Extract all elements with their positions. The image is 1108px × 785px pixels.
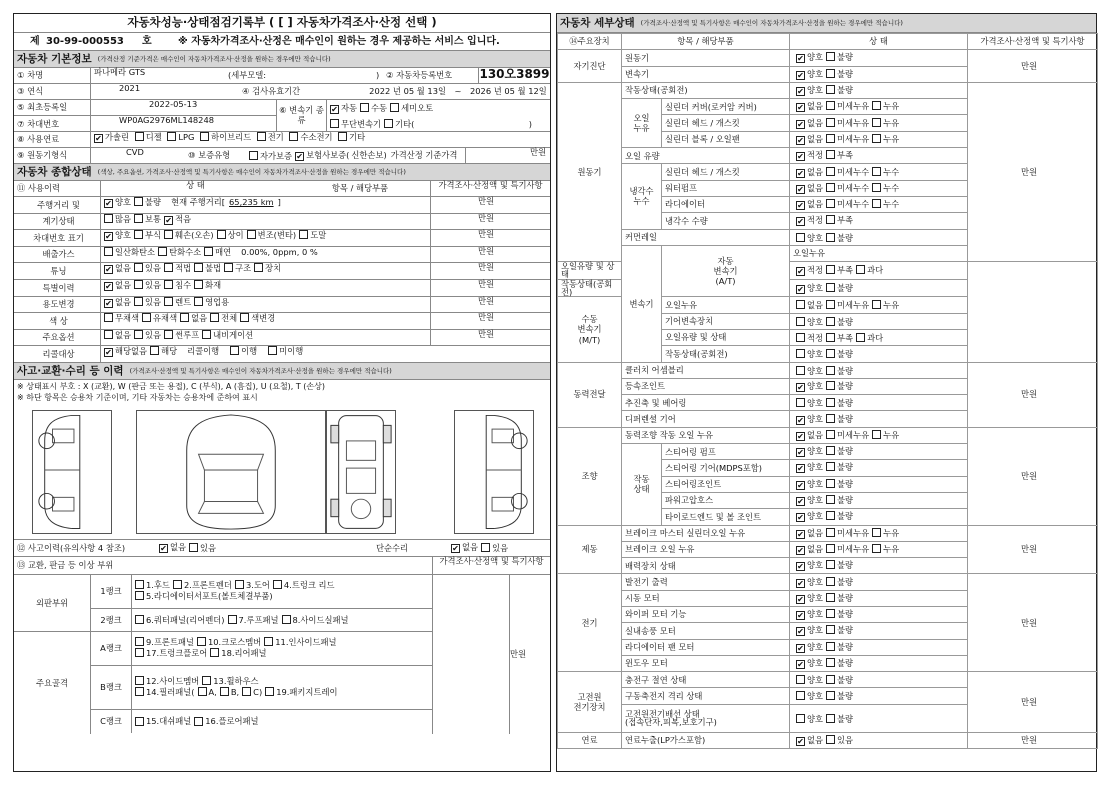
state-options <box>790 558 968 574</box>
detail-row: 오일유량 및 상태 적정 부족 과다 <box>558 329 1098 345</box>
detail-row: 라디에이터 ✔ 없음 미세누수 누수 <box>558 196 1098 212</box>
state-option-checkbox[interactable]: 누유 <box>869 544 899 554</box>
detail-row: 구동축전지 격리 상태 양호 불량 <box>558 688 1098 704</box>
state-option-checkbox[interactable]: ✔ 없음 <box>793 134 823 144</box>
state-options <box>790 66 968 82</box>
state-option-checkbox[interactable]: ✔ 없음 <box>793 430 823 440</box>
state-option-checkbox[interactable]: 누유 <box>869 528 899 538</box>
state-option-checkbox[interactable]: ✔ 적정 <box>793 265 823 275</box>
detail-row: 냉각수 수량 ✔ 적정 부족 <box>558 213 1098 229</box>
trans-auto-checkbox[interactable]: ✔자동 <box>327 102 357 114</box>
left-panel <box>13 13 551 772</box>
state-option-checkbox[interactable]: 양호 <box>793 675 823 685</box>
state-option-checkbox[interactable]: 불량 <box>823 479 853 489</box>
state-options <box>790 639 968 655</box>
state-option-checkbox[interactable]: 부족 <box>823 150 853 160</box>
state-option-checkbox[interactable]: 미세누수 <box>823 183 869 193</box>
state-option-checkbox[interactable]: 변조(변타) <box>244 230 297 240</box>
state-options <box>790 82 968 98</box>
basic-info-header: 자동차 기본정보 (가격산정 기준가격은 매수인이 자동차가격조사·산정을 원하는 경우에만 적습니다) <box>14 51 550 68</box>
detail-row: 전기 발전기 출력 ✔ 양호 불량 만원 <box>558 574 1098 590</box>
state-options <box>790 279 968 297</box>
state-options <box>790 623 968 639</box>
general-row: 계기상태 많음 보통✔ 적음 만원 <box>14 214 550 231</box>
general-row: 특별이력 ✔ 없음 있음 침수 화재 만원 <box>14 280 550 297</box>
state-option-checkbox[interactable]: 불량 <box>823 52 853 62</box>
detail-row: 브레이크 오일 누유 ✔ 없음 미세누유 누유 <box>558 541 1098 557</box>
car-name-row: ① 차명 파나메라 GTS (세부모델: ) ② 자동차등록번호 130오3899 <box>14 68 550 84</box>
state-option-checkbox[interactable]: 탄화수소 <box>155 247 201 257</box>
state-option-checkbox[interactable]: 미세누유 <box>823 101 869 111</box>
state-option-checkbox[interactable]: ✔ 양호 <box>793 642 823 652</box>
accident-none-checkbox[interactable]: ✔ 없음 <box>156 543 186 553</box>
detail-row: 조향 동력조향 작동 오일 누유 ✔ 없음 미세누유 누유 만원 <box>558 427 1098 443</box>
state-option-checkbox[interactable]: ✔ 양호 <box>793 446 823 456</box>
state-options <box>790 411 968 427</box>
detail-row: 디퍼렌셜 기어 ✔ 양호 불량 <box>558 411 1098 427</box>
state-option-checkbox[interactable]: 무채색 <box>101 313 139 323</box>
state-option-checkbox[interactable]: ✔ 없음 <box>793 183 823 193</box>
state-option-checkbox[interactable]: 불량 <box>823 462 853 472</box>
first-reg-block: ⑤ 최초등록일 2022-05-13 ⑦ 차대번호 WP0AG2976ML148248 ⑥ 변속기 종류 ✔자동 수동 세미오토 무단변속기 기타( ) <box>14 100 550 132</box>
state-option-checkbox[interactable]: 썬루프 <box>161 330 199 340</box>
doc-number: 30-99-000553 <box>46 35 124 47</box>
state-options <box>790 704 968 732</box>
simple-repair-none-checkbox[interactable]: ✔ 없음 <box>448 543 478 553</box>
state-option-checkbox[interactable]: 누수 <box>869 183 899 193</box>
state-option-checkbox[interactable]: 침수 <box>161 280 191 290</box>
simple-repair-yes-checkbox[interactable]: 있음 <box>478 543 508 552</box>
state-option-checkbox[interactable]: 없음 <box>793 300 823 310</box>
state-options <box>790 378 968 394</box>
state-option-checkbox[interactable]: ✔ 양호 <box>793 69 823 79</box>
detail-row: 제동 브레이크 마스터 실린더오일 누유 ✔ 없음 미세누유 누유 만원 <box>558 525 1098 541</box>
state-option-checkbox[interactable]: 구조 <box>221 263 251 273</box>
general-row: 리콜대상 ✔ 해당없음 해당 리콜이행 이행 미이행 <box>14 346 550 363</box>
warranty-company: 신한손보 <box>351 150 384 161</box>
fuel-hybrid-checkbox[interactable]: 하이브리드 <box>197 132 251 142</box>
detail-row: 추진축 및 베어링 양호 불량 <box>558 395 1098 411</box>
state-option-checkbox[interactable]: 불량 <box>823 625 853 635</box>
state-options <box>790 444 968 460</box>
state-options <box>790 732 968 748</box>
state-options <box>790 655 968 671</box>
state-option-checkbox[interactable]: ✔ 양호 <box>793 609 823 619</box>
detail-row: 시동 모터 ✔ 양호 불량 <box>558 590 1098 606</box>
state-option-checkbox[interactable]: ✔ 해당없음 <box>101 346 147 356</box>
state-options <box>790 525 968 541</box>
state-option-checkbox[interactable]: 적정 <box>793 333 823 343</box>
detail-row: 연료 연료누출(LP가스포함) ✔ 없음 있음 만원 <box>558 732 1098 748</box>
state-option-checkbox[interactable]: 누유 <box>869 134 899 144</box>
state-option-checkbox[interactable]: ✔ 양호 <box>793 52 823 62</box>
state-options <box>790 148 968 164</box>
detail-row: 기어변속장치 양호 불량 <box>558 313 1098 329</box>
detail-row: 작동상태(공회전) 양호 불량 <box>558 346 1098 362</box>
car-name: 파나메라 GTS <box>90 68 228 83</box>
state-options <box>790 509 968 525</box>
trans-cvt-checkbox[interactable]: 무단변속기 <box>327 118 381 130</box>
detail-row: 와이퍼 모터 기능 ✔ 양호 불량 <box>558 606 1098 622</box>
state-options <box>790 606 968 622</box>
state-options <box>790 50 968 66</box>
state-options <box>790 131 968 147</box>
state-option-checkbox[interactable]: 불량 <box>823 691 853 701</box>
state-option-checkbox[interactable]: 미세누유 <box>823 118 869 128</box>
state-option-checkbox[interactable]: 양호 <box>793 714 823 724</box>
parts-block: 외판부위 1랭크 1.후드 2.프론트펜더 3.도어 4.트렁크 리드 5.라디에이터서포트(볼트체결부품) 2랭크 6.쿼터패널(리어펜더) 7.루프패널 8.사이드실패널 주요골격 A랭크 9.프론트패널 10.크로스멤버 11.인사이드패널 17.트렁크플로어 18.리어패널 B랭크 12.사이드멤버 13.휠하우스 14.필러패널( A, B, C) 19.패키지트레이 C랭크 15.대쉬패널 16.플로어패널 만원 <box>14 575 550 734</box>
detail-row: 스티어링 기어(MDPS포함) ✔ 양호 불량 <box>558 460 1098 476</box>
state-option-checkbox[interactable]: 훼손(오손) <box>161 230 214 240</box>
state-option-checkbox[interactable]: 보통 <box>131 214 161 224</box>
detail-table <box>557 33 1098 749</box>
fuel-electric-checkbox[interactable]: 전기 <box>254 132 284 142</box>
q13-row: ⑬ 교환, 판금 등 이상 부위 가격조사·산정액 및 특기사항 <box>14 557 550 575</box>
state-option-checkbox[interactable]: ✔ 적음 <box>161 214 191 224</box>
state-option-checkbox[interactable]: 불량 <box>823 414 853 424</box>
state-options <box>790 262 968 280</box>
state-option-checkbox[interactable]: ✔ 없음 <box>101 263 131 273</box>
state-option-checkbox[interactable]: ✔ 없음 <box>793 735 823 745</box>
state-option-checkbox[interactable]: 불량 <box>823 85 853 95</box>
state-options <box>790 297 968 313</box>
state-option-checkbox[interactable]: 불량 <box>823 446 853 456</box>
state-option-checkbox[interactable]: 부족 <box>823 333 853 343</box>
state-option-checkbox[interactable]: 누유 <box>869 118 899 128</box>
detail-row: 실내송풍 모터 ✔ 양호 불량 <box>558 623 1098 639</box>
state-option-checkbox[interactable]: ✔ 양호 <box>101 197 131 207</box>
detail-row: 고전원전기배선 상태 (접속단자,피복,보호기구) 양호 불량 <box>558 704 1098 732</box>
detail-columns: ⑭주요장치 항목 / 해당부품 상 태 가격조사·산정액 및 특기사항 <box>558 34 1098 50</box>
state-options <box>790 362 968 378</box>
state-option-checkbox[interactable]: 불량 <box>823 560 853 570</box>
general-row: 용도변경 ✔ 없음 있음 렌트 영업용 만원 <box>14 297 550 314</box>
motor-row: ⑨ 원동기형식 CVD ⑩ 보증유형 자가보증 ✔ 보험사보증( 신한손보 ) 가격산정 기준가격 만원 <box>14 148 550 164</box>
state-option-checkbox[interactable]: ✔ 없음 <box>793 118 823 128</box>
state-option-checkbox[interactable]: ✔ 없음 <box>793 528 823 538</box>
state-option-checkbox[interactable]: 불량 <box>823 658 853 668</box>
detail-row: 냉각수 누수 실린더 헤드 / 개스킷 ✔ 없음 미세누수 누수 <box>558 164 1098 180</box>
car-left-side-diagram[interactable] <box>32 410 112 534</box>
state-option-checkbox[interactable]: 불량 <box>823 495 853 505</box>
state-options <box>790 115 968 131</box>
state-option-checkbox[interactable]: 미세누유 <box>823 544 869 554</box>
state-option-checkbox[interactable]: 있음 <box>131 263 161 273</box>
state-options <box>790 541 968 557</box>
state-option-checkbox[interactable]: ✔ 적정 <box>793 150 823 160</box>
state-option-checkbox[interactable]: 해당 <box>147 346 177 356</box>
state-option-checkbox[interactable]: ✔ 없음 <box>101 280 131 290</box>
state-option-checkbox[interactable]: 장치 <box>251 263 281 273</box>
car-diagrams <box>14 404 550 540</box>
detail-row: 타이로드엔드 및 볼 조인트 ✔ 양호 불량 <box>558 509 1098 525</box>
state-option-checkbox[interactable]: 내비게이션 <box>199 330 253 340</box>
state-option-checkbox[interactable]: 불량 <box>131 197 161 207</box>
state-option-checkbox[interactable]: ✔ 없음 <box>793 101 823 111</box>
fuel-diesel-checkbox[interactable]: 디젤 <box>132 132 162 142</box>
state-options <box>790 672 968 688</box>
state-option-checkbox[interactable]: 불량 <box>823 366 853 376</box>
state-option-checkbox[interactable]: 불량 <box>823 233 853 243</box>
state-option-checkbox[interactable]: 적법 <box>161 263 191 273</box>
state-option-checkbox[interactable]: 미세누수 <box>823 167 869 177</box>
odometer-value: 65,235 km <box>229 197 274 207</box>
year: 2021 <box>90 84 228 99</box>
warranty-insurance-checkbox[interactable]: ✔ 보험사보증( <box>292 151 349 161</box>
state-option-checkbox[interactable]: ✔ 양호 <box>793 414 823 424</box>
state-option-checkbox[interactable]: ✔ 없음 <box>793 167 823 177</box>
detail-row: 수동 변속기 (M/T) 오일누유 없음 미세누유 누유 <box>558 297 1098 313</box>
accident-yes-checkbox[interactable]: 있음 <box>186 543 336 552</box>
state-options <box>790 395 968 411</box>
general-row: 차대번호 표기 ✔ 양호 부식 훼손(오손) 상이 변조(변타) 도말 만원 <box>14 230 550 247</box>
motor-type: CVD <box>90 148 188 163</box>
detail-row: 배력장치 상태 ✔ 양호 불량 <box>558 558 1098 574</box>
state-option-checkbox[interactable]: ✔ 없음 <box>793 199 823 209</box>
state-option-checkbox[interactable]: ✔ 양호 <box>793 495 823 505</box>
accident-header: 사고·교환·수리 등 이력 (가격조사·산정액 및 특기사항은 매수인이 자동차가격조사·산정을 원하는 경우에만 적습니다) <box>14 363 550 380</box>
state-options <box>790 99 968 115</box>
state-options <box>790 460 968 476</box>
state-option-checkbox[interactable]: ✔ 양호 <box>793 625 823 635</box>
general-row: 배출가스 일산화탄소 탄화수소 매연 0.00%, 0ppm, 0 % 만원 <box>14 247 550 264</box>
state-option-checkbox[interactable]: 불량 <box>823 511 853 521</box>
state-option-checkbox[interactable]: 있음 <box>131 330 161 340</box>
car-right-side-diagram[interactable] <box>454 410 534 534</box>
valid-to: 2026 년 05 월 12일 <box>470 86 547 97</box>
state-option-checkbox[interactable]: 영업용 <box>191 297 229 307</box>
state-option-checkbox[interactable]: 많음 <box>101 214 131 224</box>
state-option-checkbox[interactable]: 불량 <box>823 349 853 359</box>
general-rows <box>14 197 550 363</box>
state-option-checkbox[interactable]: 부식 <box>131 230 161 240</box>
state-options <box>790 574 968 590</box>
detail-header: 자동차 세부상태 (가격조사·산정액 및 특기사항은 매수인이 자동차가격조사·산정을 원하는 경우에만 적습니다) <box>557 14 1096 33</box>
state-option-checkbox[interactable]: 있음 <box>823 735 853 745</box>
fuel-lpg-checkbox[interactable]: LPG <box>164 132 194 142</box>
state-option-checkbox[interactable]: 양호 <box>793 349 823 359</box>
recall-option-checkbox[interactable]: 미이행 <box>265 346 303 356</box>
state-options <box>790 688 968 704</box>
general-row: 색 상 무채색 유채색 없음 전체 색변경 만원 <box>14 313 550 330</box>
first-reg-date: 2022-05-13 <box>90 100 276 115</box>
state-option-checkbox[interactable]: 불량 <box>823 69 853 79</box>
fuel-hydrogen-checkbox[interactable]: 수소전기 <box>286 132 332 142</box>
fuel-row: ⑧ 사용연료 ✔ 가솔린 디젤 LPG 하이브리드 전기 수소전기 기타 <box>14 132 550 148</box>
state-options <box>790 164 968 180</box>
state-options <box>790 427 968 443</box>
state-option-checkbox[interactable]: 양호 <box>793 317 823 327</box>
detail-row: 파워고압호스 ✔ 양호 불량 <box>558 492 1098 508</box>
accident-history-row: ⑫ 사고이력(유의사항 4 참조) ✔ 없음 있음 단순수리 ✔ 없음 있음 <box>14 540 550 557</box>
detail-row: 실린더 블록 / 오일팬 ✔ 없음 미세누유 누유 <box>558 131 1098 147</box>
state-option-checkbox[interactable]: 상이 <box>214 230 244 240</box>
state-option-checkbox[interactable]: ✔ 양호 <box>793 511 823 521</box>
state-option-checkbox[interactable]: 미세누유 <box>823 134 869 144</box>
state-option-checkbox[interactable]: 불량 <box>823 593 853 603</box>
state-option-checkbox[interactable]: 누수 <box>869 199 899 209</box>
state-option-checkbox[interactable]: 매연 <box>201 247 231 257</box>
state-option-checkbox[interactable]: ✔ 적정 <box>793 215 823 225</box>
trans-semiauto-checkbox[interactable]: 세미오토 <box>387 102 433 114</box>
general-row: 튜닝 ✔ 없음 있음 적법 불법 구조 장치 만원 <box>14 263 550 280</box>
car-frame-diagram[interactable] <box>326 410 396 534</box>
recall-option-checkbox[interactable]: 이행 <box>227 346 257 356</box>
general-state-header: 자동차 종합상태 (색상, 주요옵션, 가격조사·산정액 및 특기사항은 매수인이 자동차가격조사·산정을 원하는 경우에만 적습니다) <box>14 164 550 181</box>
state-option-checkbox[interactable]: ✔ 양호 <box>793 85 823 95</box>
state-option-checkbox[interactable]: 불량 <box>823 577 853 587</box>
state-option-checkbox[interactable]: 유채색 <box>139 313 177 323</box>
state-option-checkbox[interactable]: 미세누유 <box>823 528 869 538</box>
general-row: 주행거리 및 ✔ 양호 불량 현재 주행거리[ 65,235 km ] 만원 <box>14 197 550 214</box>
trans-other-checkbox[interactable]: 기타( <box>381 118 414 130</box>
state-option-checkbox[interactable]: 미세누수 <box>823 199 869 209</box>
state-options <box>790 313 968 329</box>
state-option-checkbox[interactable]: 누유 <box>869 300 899 310</box>
state-option-checkbox[interactable]: 불량 <box>823 675 853 685</box>
state-option-checkbox[interactable]: 양호 <box>793 233 823 243</box>
detail-row: 라디에이터 팬 모터 ✔ 양호 불량 <box>558 639 1098 655</box>
state-option-checkbox[interactable]: ✔ 없음 <box>793 544 823 554</box>
state-options <box>790 476 968 492</box>
general-columns: ⑪ 사용이력 상 태 항목 / 해당부품 가격조사·산정액 및 특기사항 <box>14 181 550 197</box>
notice: ※ 자동차가격조사·산정은 매수인이 원하는 경우 제공하는 서비스 입니다. <box>178 35 500 47</box>
detail-row: 워터펌프 ✔ 없음 미세누수 누수 <box>558 180 1098 196</box>
reg-number: 130오3899 <box>479 67 550 81</box>
state-option-checkbox[interactable]: 양호 <box>793 691 823 701</box>
state-option-checkbox[interactable]: 부족 <box>823 265 853 275</box>
state-options <box>790 346 968 362</box>
detail-row: 작동상태(공회전) ✔ 양호 불량 <box>558 279 1098 297</box>
detail-row: 오일유량 및 상태 ✔ 적정 부족 과다 <box>558 262 1098 280</box>
accident-legend: ※ 상태표시 부호 : X (교환), W (판금 또는 용접), C (부식), A (흠집), U (요철), T (손상) ※ 하단 항목은 승용차 기준이며, 기타 자동차는 승용차에 준하여 표시 <box>17 381 326 402</box>
doc-number-row: 제 30-99-000553 호 ※ 자동차가격조사·산정은 매수인이 원하는 경우 제공하는 서비스 입니다. <box>14 33 550 51</box>
detail-row: 윈도우 모터 ✔ 양호 불량 <box>558 655 1098 671</box>
state-option-checkbox[interactable]: 불량 <box>823 714 853 724</box>
state-option-checkbox[interactable]: ✔ 양호 <box>793 593 823 603</box>
vin: WP0AG2976ML148248 <box>90 116 276 132</box>
trans-manual-checkbox[interactable]: 수동 <box>357 102 387 114</box>
state-option-checkbox[interactable]: 없음 <box>177 313 207 323</box>
fuel-other-checkbox[interactable]: 기타 <box>335 132 365 142</box>
detail-row: 변속기 자동 변속기 (A/T) 오일누유 <box>558 245 1098 261</box>
detail-row: 변속기 ✔ 양호 불량 <box>558 66 1098 82</box>
detail-row: 자기진단 원동기 ✔ 양호 불량 만원 <box>558 50 1098 66</box>
detail-row: 고전원 전기장치 충전구 절연 상태 양호 불량 만원 <box>558 672 1098 688</box>
state-options <box>790 229 968 245</box>
detail-row: 실린더 헤드 / 개스킷 ✔ 없음 미세누유 누유 <box>558 115 1098 131</box>
right-panel <box>556 13 1097 772</box>
state-option-checkbox[interactable]: ✔ 양호 <box>793 381 823 391</box>
state-option-checkbox[interactable]: ✔ 양호 <box>793 479 823 489</box>
state-option-checkbox[interactable]: 누유 <box>869 101 899 111</box>
state-option-checkbox[interactable]: 불법 <box>191 263 221 273</box>
general-row: 주요옵션 없음 있음 썬루프 내비게이션 만원 <box>14 330 550 347</box>
state-option-checkbox[interactable]: 불량 <box>823 381 853 391</box>
state-options <box>790 590 968 606</box>
state-option-checkbox[interactable]: ✔ 양호 <box>101 230 131 240</box>
state-option-checkbox[interactable]: 미세누유 <box>823 430 869 440</box>
state-option-checkbox[interactable]: ✔ 양호 <box>793 560 823 570</box>
state-option-checkbox[interactable]: ✔ 양호 <box>793 658 823 668</box>
state-options <box>790 329 968 345</box>
state-option-checkbox[interactable]: 있음 <box>131 280 161 290</box>
state-option-checkbox[interactable]: 색변경 <box>237 313 275 323</box>
state-option-checkbox[interactable]: 불량 <box>823 642 853 652</box>
state-option-checkbox[interactable]: 과다 <box>853 265 883 275</box>
state-option-checkbox[interactable]: 렌트 <box>161 297 191 307</box>
state-option-checkbox[interactable]: 불량 <box>823 609 853 619</box>
state-option-checkbox[interactable]: 화재 <box>191 280 221 290</box>
state-option-checkbox[interactable]: 불량 <box>823 317 853 327</box>
detail-row: 오일 유량 ✔ 적정 부족 <box>558 148 1098 164</box>
form-title: 자동차성능·상태점검기록부 ( [ ] 자동차가격조사·산정 선택 ) <box>14 14 550 33</box>
warranty-self-checkbox[interactable]: 자가보증 <box>246 151 292 160</box>
detail-row: 동력전달 클러치 어셈블리 양호 불량 만원 <box>558 362 1098 378</box>
state-option-checkbox[interactable]: 있음 <box>131 297 161 307</box>
detail-row: 작동 상태 스티어링 펌프 ✔ 양호 불량 <box>558 444 1098 460</box>
state-option-checkbox[interactable]: 불량 <box>823 283 853 293</box>
state-option-checkbox[interactable]: 도말 <box>296 230 326 240</box>
state-option-checkbox[interactable]: 없음 <box>101 330 131 340</box>
detail-row: 커먼레일 양호 불량 <box>558 229 1098 245</box>
state-option-checkbox[interactable]: 전체 <box>207 313 237 323</box>
fuel-gasoline-checkbox[interactable]: ✔ 가솔린 <box>91 132 129 142</box>
state-option-checkbox[interactable]: 과다 <box>853 333 883 343</box>
state-option-checkbox[interactable]: ✔ 없음 <box>101 297 131 307</box>
detail-row: 등속조인트 ✔ 양호 불량 <box>558 378 1098 394</box>
state-option-checkbox[interactable]: ✔ 양호 <box>793 462 823 472</box>
valid-from: 2022 년 05 월 13일 <box>369 86 446 97</box>
state-option-checkbox[interactable]: 누유 <box>869 430 899 440</box>
state-option-checkbox[interactable]: 부족 <box>823 215 853 225</box>
detail-row: 스티어링조인트 ✔ 양호 불량 <box>558 476 1098 492</box>
state-option-checkbox[interactable]: 불량 <box>823 398 853 408</box>
detail-row: 오일 누유 실린더 커버(로커암 커버) ✔ 없음 미세누유 누유 <box>558 99 1098 115</box>
state-option-checkbox[interactable]: 일산화탄소 <box>101 247 155 257</box>
state-option-checkbox[interactable]: 미세누유 <box>823 300 869 310</box>
state-option-checkbox[interactable]: ✔ 양호 <box>793 577 823 587</box>
state-option-checkbox[interactable]: 양호 <box>793 398 823 408</box>
state-option-checkbox[interactable]: 누수 <box>869 167 899 177</box>
state-options <box>790 492 968 508</box>
detail-row: 원동기 작동상태(공회전) ✔ 양호 불량 만원 <box>558 82 1098 98</box>
year-row: ③ 연식 2021 ④ 검사유효기간 2022 년 05 월 13일 ~ 2026 년 05 월 12일 <box>14 84 550 100</box>
state-options <box>790 180 968 196</box>
state-option-checkbox[interactable]: 양호 <box>793 366 823 376</box>
car-top-diagram[interactable] <box>136 410 326 534</box>
state-option-checkbox[interactable]: ✔ 양호 <box>793 283 823 293</box>
state-options <box>790 213 968 229</box>
state-options <box>790 196 968 212</box>
